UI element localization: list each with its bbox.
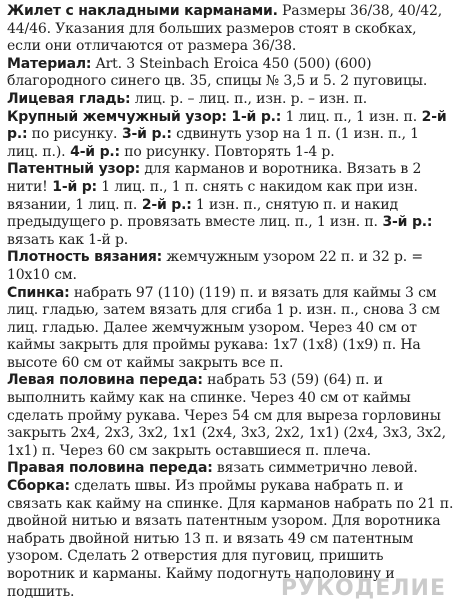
- bold-heading: Крупный жемчужный узор: 1-й р.:: [7, 108, 282, 125]
- body-text: для карманов и воротника. Вязать в 2 нити!: [7, 161, 422, 195]
- body-text: лиц. р. – лиц. п., изн. р. – изн. п.: [130, 90, 368, 107]
- body-text: вязать как 1-й р.: [7, 231, 129, 248]
- bold-heading: Жилет с накладными карманами.: [7, 3, 278, 19]
- body-text: 1 изн. п., снятую п. и накид предыдущего р. провязать вместе лиц. п., 1 изн. п.: [7, 196, 398, 231]
- bold-heading: 3-й р.:: [377, 214, 433, 231]
- body-text: Art. 3 Steinbach Eroica 450 (500) (600) благородного синего цв. 35, спицы № 3,5 и 5. 2 пуговицы.: [7, 55, 428, 90]
- body-text: 1 лиц. п., 1 п. снять с накидом как при изн. вязании, 1 лиц. п.: [7, 178, 418, 213]
- bold-heading: Сборка:: [7, 478, 70, 495]
- bold-heading: 2-й р.:: [137, 196, 192, 213]
- bold-heading: Правая половина переда:: [7, 460, 213, 477]
- bold-heading: Плотность вязания:: [7, 249, 163, 266]
- body-text: по рисунку. Повторять 1-4 р.: [119, 143, 335, 160]
- body-text: набрать 53 (59) (64) п. и выполнить кайму как на спинке. Через 40 см от каймы сделать пройму рукава. Через 54 см для выреза горловины закрыть 2х4, 2х3, 3х2, 1х1 (2х4, 3х3, 2х2, 1х1) (2х4, 3х3, 3х2, 1х1) п. Через 60 см закрыть оставшиеся п. плеча.: [7, 372, 446, 459]
- paragraph: [7, 56, 454, 91]
- paragraph: [7, 161, 454, 249]
- bold-heading: Левая половина переда:: [7, 372, 203, 389]
- paragraph: [7, 109, 454, 162]
- body-text: по рисунку.: [27, 126, 118, 143]
- body-text: 1 лиц. п., 1 изн. п.: [281, 108, 417, 125]
- body-text: жемчужным узором 22 п. и 32 р. = 10х10 см.: [7, 249, 423, 283]
- watermark-logo: РУКОДЕЛИЕ: [280, 576, 446, 601]
- paragraph: [7, 91, 454, 109]
- bold-heading: 1-й р:: [47, 178, 97, 195]
- bold-heading: 3-й р.:: [117, 126, 172, 143]
- body-text: набрать 97 (110) (119) п. и вязать для каймы 3 см лиц. гладью, затем вязать для сгиба 1 р. изн. п., снова 3 см лиц. гладью. Далее жемчужным узором. Через 40 см от каймы закрыть для проймы рукава: 1х7 (1х8) (1х9) п. На высоте 60 см от каймы закрыть все п.: [7, 284, 440, 371]
- bold-heading: 4-й р.:: [65, 143, 120, 160]
- body-text: Размеры 36/38, 40/42, 44/46. Указания для больших размеров стоят в скобках, если они отличаются от размера 36/38.: [7, 3, 443, 55]
- body-text: сделать швы. Из проймы рукава набрать п. и связать как кайму на спинке. Для карманов набрать по 21 п. двойной нитью и вязать патентным узором. Для воротника набрать двойной нитью 13 п. и вязать 49 см патентным узором. Сделать 2 отверстия для пуговиц, пришить воротник и карманы. Кайму подогнуть наполовину и подшить.: [7, 478, 454, 600]
- paragraph: [7, 478, 454, 601]
- paragraph: [7, 460, 454, 478]
- bold-heading: 2-й р.:: [7, 108, 447, 143]
- paragraph: [7, 3, 454, 56]
- bold-heading: Лицевая гладь:: [7, 90, 131, 107]
- paragraph: [7, 249, 454, 284]
- body-text: сдвинуть узор на 1 п. (1 изн. п., 1 лиц. п.).: [7, 126, 419, 160]
- body-text: вязать симметрично левой.: [212, 460, 418, 477]
- bold-heading: Материал:: [7, 55, 92, 72]
- paragraph: [7, 285, 454, 373]
- bold-heading: Патентный узор:: [7, 161, 141, 178]
- paragraph: [7, 372, 454, 460]
- bold-heading: Спинка:: [7, 284, 70, 301]
